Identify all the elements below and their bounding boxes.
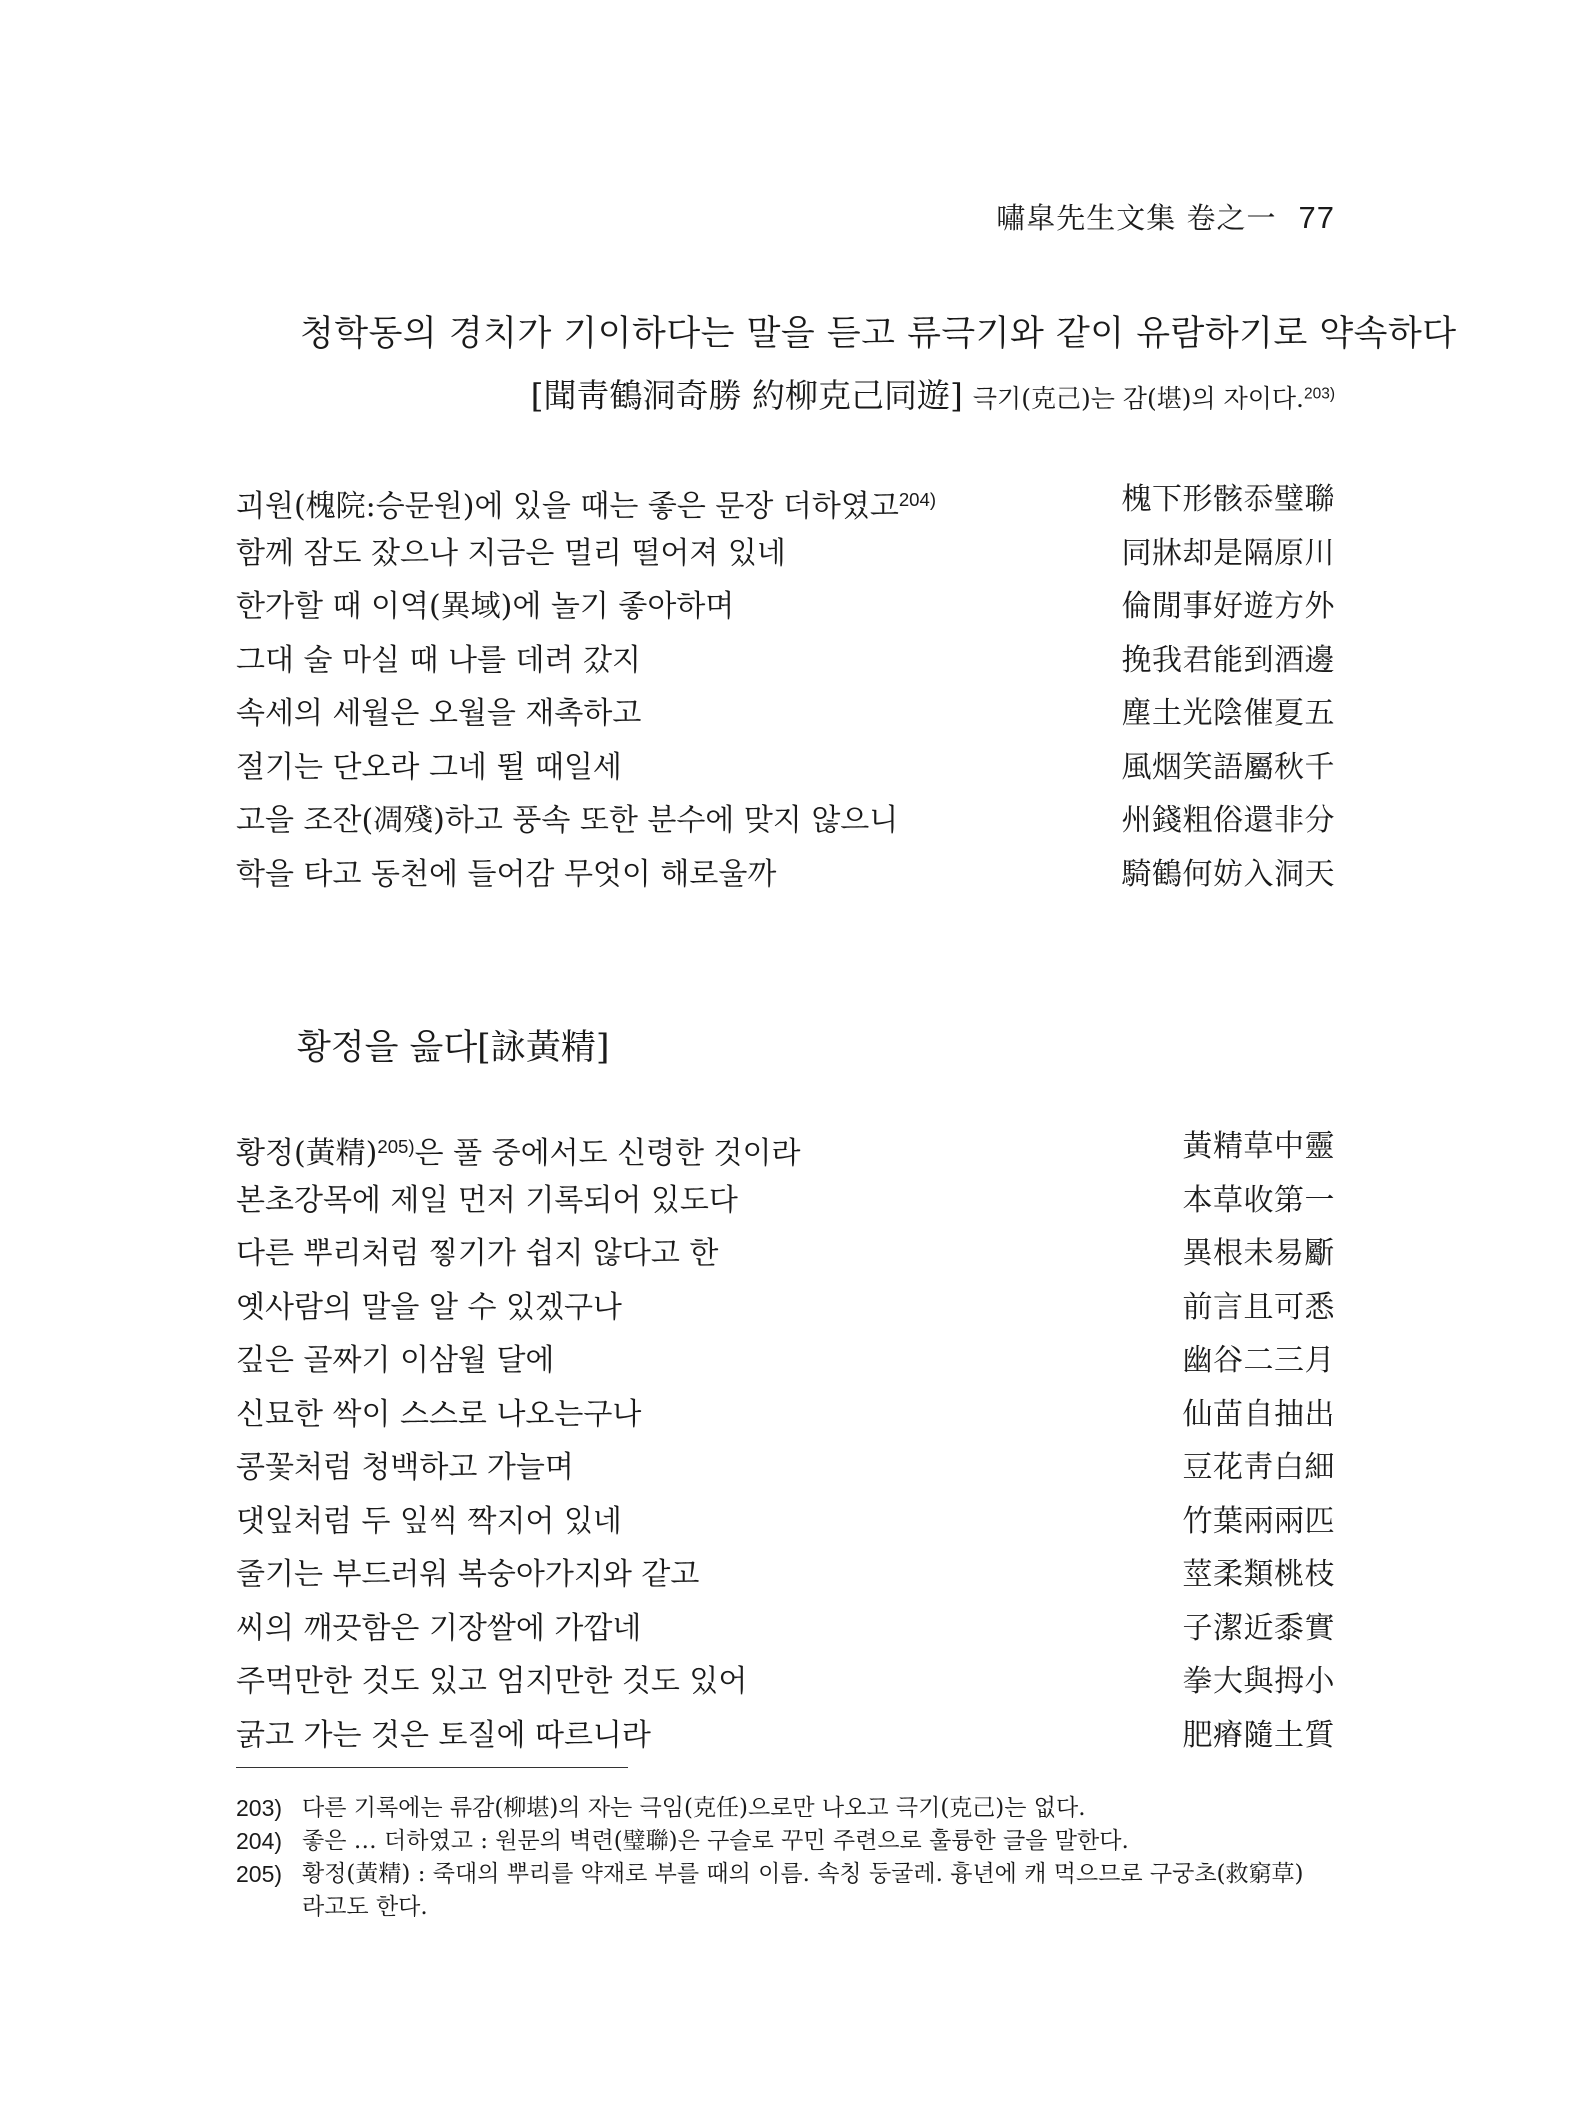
poem-line — [236, 1334, 1335, 1388]
korean-verse-text: 황정(黃精) — [236, 1136, 378, 1172]
korean-verse — [236, 1120, 801, 1181]
poem-line — [236, 741, 1335, 795]
korean-verse: 한가할 때 이역(異域)에 놀기 좋아하며 — [236, 589, 735, 624]
korean-verse: 댓잎처럼 두 잎씩 짝지어 있네 — [236, 1503, 622, 1539]
chinese-verse: 槐下形骸忝璧聯 — [1121, 482, 1335, 517]
poem-line — [236, 1120, 1335, 1174]
chinese-verse: 塵土光陰催夏五 — [1121, 696, 1335, 731]
chinese-verse: 豆花靑白細 — [1182, 1450, 1335, 1485]
chinese-verse: 拳大與拇小 — [1182, 1664, 1335, 1699]
korean-verse: 절기는 단오라 그네 뛸 때일세 — [236, 749, 622, 785]
korean-verse: 함께 잠도 잤으나 지금은 멀리 떨어져 있네 — [236, 535, 786, 571]
chinese-verse: 肥瘠隨土質 — [1182, 1717, 1335, 1753]
korean-verse: 본초강목에 제일 먼저 기록되어 있도다 — [236, 1182, 738, 1218]
running-header — [996, 196, 1335, 237]
footnote-205 — [236, 1858, 1335, 1924]
chinese-verse: 異根未易斸 — [1182, 1236, 1335, 1271]
footnote-text: 황정(黃精) : 죽대의 뿌리를 약재로 부를 때의 이름. 속칭 둥굴레. 흉년에 캐 먹으므로 구궁초(救窮草) — [302, 1861, 1304, 1887]
poem-line — [236, 794, 1335, 848]
chinese-verse: 仙苗自抽出 — [1182, 1396, 1335, 1432]
korean-verse: 굵고 가는 것은 토질에 따르니라 — [236, 1717, 651, 1753]
footnote-number: 205) — [236, 1861, 283, 1887]
korean-verse: 다른 뿌리처럼 찧기가 쉽지 않다고 한 — [236, 1236, 719, 1271]
footnote-divider — [236, 1767, 628, 1768]
poem-line — [236, 1495, 1335, 1549]
chinese-verse: 州錢粗俗還非分 — [1121, 803, 1335, 838]
poem1-title-note-text: 극기(克己)는 감(堪)의 자이다. — [972, 384, 1304, 413]
chinese-verse: 黃精草中靈 — [1182, 1129, 1335, 1164]
chinese-verse: 莖柔類桃枝 — [1182, 1557, 1335, 1592]
poem1-title-chinese: [聞靑鶴洞奇勝 約柳克己同遊] — [530, 376, 963, 415]
poem-line — [236, 1655, 1335, 1709]
footnote-ref-204: 204) — [898, 489, 937, 510]
korean-verse: 옛사람의 말을 알 수 있겠구나 — [236, 1289, 622, 1325]
poem-line — [236, 1548, 1335, 1602]
collection-title: 嘯皐先生文集 卷之一 — [996, 201, 1277, 235]
chinese-verse: 幽谷二三月 — [1182, 1343, 1335, 1378]
poem-line — [236, 1227, 1335, 1281]
chinese-verse: 同牀却是隔原川 — [1121, 535, 1335, 571]
footnote-text: 좋은 … 더하였고 : 원문의 벽련(璧聯)은 구슬로 꾸민 주련으로 훌륭한 글을 말한다. — [302, 1828, 1129, 1854]
chinese-verse: 騎鶴何妨入洞天 — [1121, 856, 1335, 892]
footnote-text-continuation: 라고도 한다. — [302, 1894, 428, 1920]
poem2-body — [236, 1120, 1335, 1762]
poem-line — [236, 848, 1335, 902]
korean-verse: 콩꽃처럼 청백하고 가늘며 — [236, 1450, 574, 1485]
poem-line — [236, 1174, 1335, 1228]
poem1-title-chinese-line — [531, 370, 1335, 417]
poem-line — [236, 473, 1335, 527]
poem-line — [236, 1281, 1335, 1335]
footnote-ref-203: 203) — [1303, 385, 1335, 403]
poem2-title: 황정을 읊다[詠黃精] — [297, 1028, 610, 1068]
korean-verse: 학을 타고 동천에 들어감 무엇이 해로울까 — [236, 856, 777, 892]
footnote-203 — [236, 1792, 1335, 1825]
footnote-ref-205: 205) — [377, 1136, 415, 1157]
chinese-verse: 挽我君能到酒邊 — [1121, 642, 1335, 678]
footnote-number: 204) — [236, 1828, 283, 1854]
chinese-verse: 子潔近黍實 — [1182, 1610, 1335, 1646]
poem-line — [236, 1388, 1335, 1442]
chinese-verse: 竹葉兩兩匹 — [1182, 1503, 1335, 1539]
korean-verse: 깊은 골짜기 이삼월 달에 — [236, 1343, 555, 1378]
footnote-text: 다른 기록에는 류감(柳堪)의 자는 극임(克任)으로만 나오고 극기(克己)는 없다. — [302, 1795, 1086, 1821]
poem-line — [236, 634, 1335, 688]
footnote-204 — [236, 1825, 1335, 1858]
footnote-number: 203) — [236, 1795, 283, 1821]
poem-line — [236, 687, 1335, 741]
poem-line — [236, 1709, 1335, 1763]
poem1-body — [236, 473, 1335, 901]
poem-line — [236, 527, 1335, 581]
korean-verse — [236, 473, 936, 534]
korean-verse: 씨의 깨끗함은 기장쌀에 가깝네 — [236, 1610, 642, 1646]
chinese-verse: 風烟笑語屬秋千 — [1121, 749, 1335, 785]
poem-line — [236, 1602, 1335, 1656]
poem-line — [236, 1441, 1335, 1495]
korean-verse: 그대 술 마실 때 나를 데려 갔지 — [236, 642, 641, 678]
page-number: 77 — [1298, 200, 1335, 235]
korean-verse: 속세의 세월은 오월을 재촉하고 — [236, 696, 642, 731]
korean-verse: 줄기는 부드러워 복숭아가지와 같고 — [236, 1557, 700, 1592]
footnotes — [236, 1792, 1335, 1924]
korean-verse: 고을 조잔(凋殘)하고 풍속 또한 분수에 맞지 않으니 — [236, 803, 899, 838]
korean-verse: 신묘한 싹이 스스로 나오는구나 — [236, 1396, 642, 1432]
poem-line — [236, 580, 1335, 634]
poem1-title-korean: 청학동의 경치가 기이하다는 말을 듣고 류극기와 같이 유람하기로 약속하다 — [300, 314, 1457, 354]
korean-verse: 주먹만한 것도 있고 엄지만한 것도 있어 — [236, 1664, 748, 1699]
poem1-title-note — [973, 384, 1335, 413]
chinese-verse: 倫閒事好遊方外 — [1121, 589, 1335, 624]
korean-verse-text: 괴원(槐院:승문원)에 있을 때는 좋은 문장 더하였고 — [236, 489, 899, 525]
chinese-verse: 本草收第一 — [1182, 1182, 1335, 1218]
chinese-verse: 前言且可悉 — [1182, 1289, 1335, 1325]
korean-verse-text-rest: 은 풀 중에서도 신령한 것이라 — [414, 1136, 801, 1172]
